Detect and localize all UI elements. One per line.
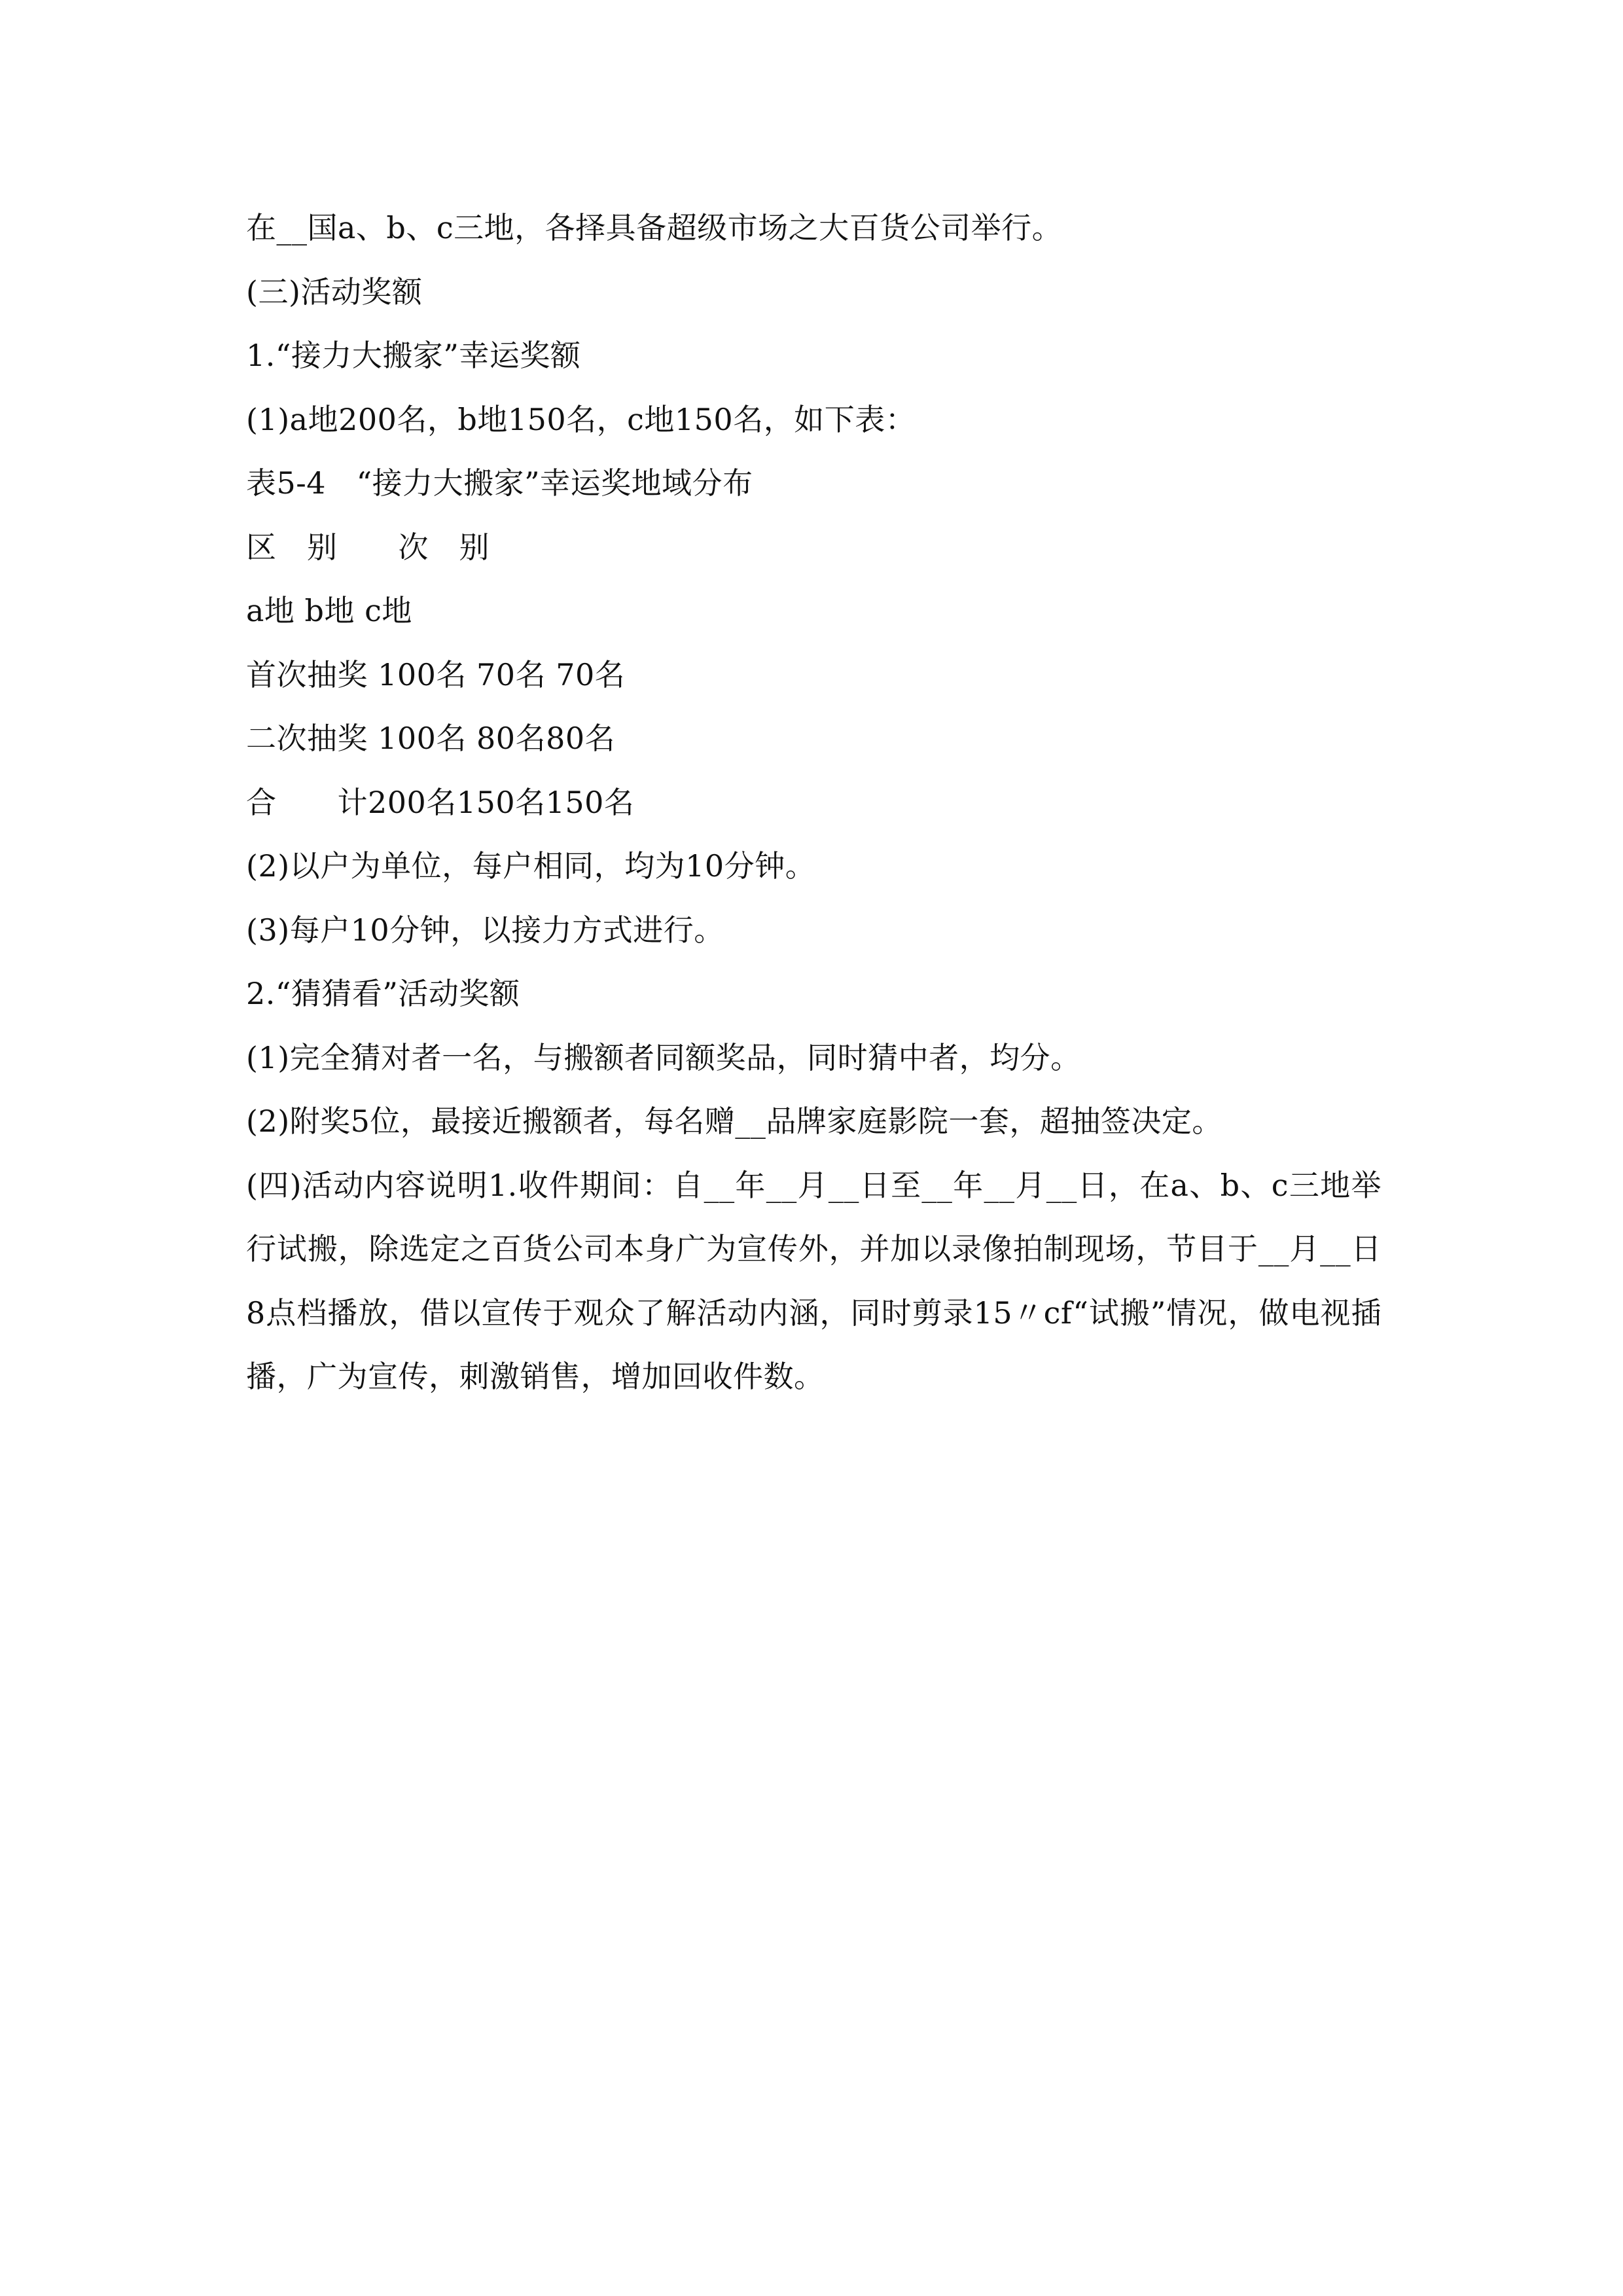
text-line-venue: 在__国a、b、c三地，各择具备超级市场之大百货公司举行。 — [246, 210, 1063, 245]
table-region-row: a地 b地 c地 — [246, 593, 412, 628]
table-header-row: 区 别 次 别 — [246, 529, 490, 565]
text-line-extra-prizes: (2)附奖5位，最接近搬额者，每名赠__品牌家庭影院一套，超抽签决定。 — [246, 1103, 1222, 1139]
table-caption: 表5-4 “接力大搬家”幸运奖地域分布 — [246, 465, 753, 501]
table-second-draw-row: 二次抽奖 100名 80名80名 — [246, 721, 616, 756]
table-total-row: 合 计200名150名150名 — [246, 784, 635, 820]
paragraph-activity-description: (四)活动内容说明1.收件期间：自__年__月__日至__年__月__日，在a、b、c三地举行试搬，除选定之百货公司本身广为宣传外，并加以录像拍制现场，节目于__月__日8点档播放，借以宣传于观众了解活动内涵，同时剪录15〃cf“试搬”情况，做电视插播，广为宣传，刺激销售，增加回收件数。 — [246, 1167, 1382, 1394]
text-line-household-unit: (2)以户为单位，每户相同，均为10分钟。 — [246, 848, 816, 884]
text-line-exact-guess: (1)完全猜对者一名，与搬额者同额奖品，同时猜中者，均分。 — [246, 1039, 1081, 1075]
table-first-draw-row: 首次抽奖 100名 70名 70名 — [246, 656, 626, 692]
section-heading-prize-amounts: (三)活动奖额 — [246, 274, 423, 310]
subheading-relay-moving-prizes: 1.“接力大搬家”幸运奖额 — [246, 338, 581, 373]
text-line-relay-method: (3)每户10分钟，以接力方式进行。 — [246, 912, 724, 948]
text-line-regional-quotas: (1)a地200名，b地150名，c地150名，如下表： — [246, 401, 916, 437]
subheading-guessing-prizes: 2.“猜猜看”活动奖额 — [246, 976, 520, 1011]
document-body — [246, 196, 1382, 1409]
